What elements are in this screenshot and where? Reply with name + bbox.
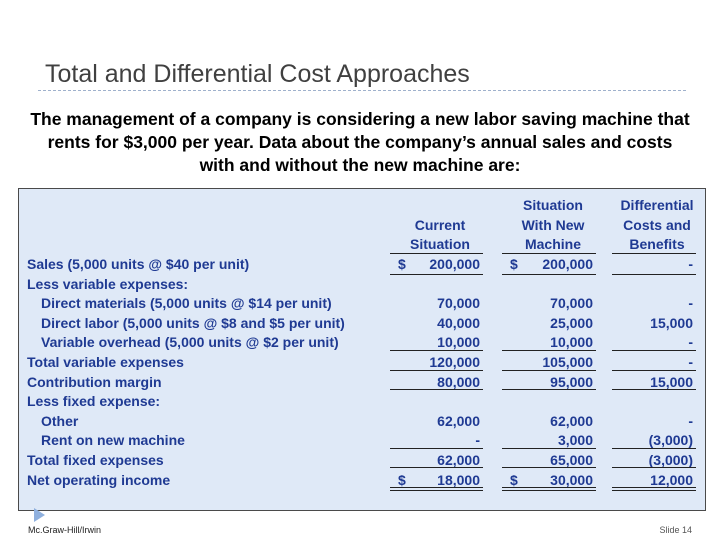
- table-cell-diff: 15,000: [650, 314, 693, 331]
- column-header-current: Situation: [410, 236, 470, 252]
- total-underline: [390, 274, 483, 275]
- table-cell-diff: -: [688, 295, 693, 312]
- table-cell-diff: 15,000: [650, 373, 693, 390]
- column-header-diff: Differential: [620, 197, 694, 213]
- row-label: Sales (5,000 units @ $40 per unit): [27, 256, 250, 272]
- total-underline: [390, 467, 483, 468]
- publisher-footer: Mc.Graw-Hill/Irwin: [28, 525, 101, 535]
- table-cell-new: 30,000: [550, 471, 593, 488]
- total-underline: [502, 274, 596, 275]
- column-header-diff: Costs and: [623, 217, 691, 233]
- table-cell-current: 70,000: [437, 295, 480, 312]
- table-cell-current: -: [475, 432, 480, 449]
- total-underline: [502, 350, 596, 351]
- table-cell-new: 3,000: [557, 432, 593, 449]
- total-underline: [612, 389, 696, 390]
- slide-bullet-arrow-icon: [34, 508, 45, 522]
- column-header-new: Machine: [524, 236, 581, 252]
- table-cell-new: 70,000: [550, 295, 593, 312]
- row-label: Total fixed expenses: [27, 452, 164, 468]
- slide-number: Slide 14: [659, 525, 692, 535]
- table-cell-new: 65,000: [550, 452, 593, 468]
- column-header-new: Situation: [523, 197, 583, 213]
- total-underline: [612, 490, 696, 491]
- title-divider: [38, 90, 686, 91]
- row-label: Other: [41, 412, 79, 429]
- dollar-sign: $: [510, 256, 518, 272]
- table-cell-current: 62,000: [437, 412, 480, 429]
- total-underline: [612, 370, 696, 371]
- total-underline: [390, 487, 483, 488]
- row-label: Rent on new machine: [41, 432, 185, 449]
- row-label: Net operating income: [27, 471, 171, 488]
- table-cell-new: 200,000: [542, 256, 593, 272]
- table-cell-current: 40,000: [437, 314, 480, 331]
- row-label: Variable overhead (5,000 units @ $2 per unit): [41, 334, 339, 351]
- table-cell-current: 120,000: [429, 354, 480, 370]
- total-underline: [390, 448, 483, 449]
- total-underline: [390, 350, 483, 351]
- table-cell-new: 95,000: [550, 373, 593, 390]
- column-header-diff: Benefits: [629, 236, 685, 252]
- table-cell-diff: (3,000): [648, 432, 693, 449]
- total-underline: [502, 487, 596, 488]
- total-underline: [612, 350, 696, 351]
- table-cell-current: 200,000: [429, 256, 480, 272]
- row-label: Direct labor (5,000 units @ $8 and $5 per unit): [41, 314, 345, 331]
- table-cell-diff: -: [688, 256, 693, 272]
- total-underline: [390, 490, 483, 491]
- table-cell-new: 25,000: [550, 314, 593, 331]
- total-underline: [390, 370, 483, 371]
- total-underline: [502, 448, 596, 449]
- header-underline: [502, 253, 596, 254]
- header-underline: [390, 253, 483, 254]
- row-label: Less fixed expense:: [27, 393, 161, 410]
- slide-title: Total and Differential Cost Approaches: [45, 60, 470, 88]
- table-cell-diff: (3,000): [648, 452, 693, 468]
- total-underline: [502, 490, 596, 491]
- total-underline: [612, 274, 696, 275]
- dollar-sign: $: [510, 471, 518, 488]
- dollar-sign: $: [398, 256, 406, 272]
- total-underline: [612, 467, 696, 468]
- total-underline: [502, 389, 596, 390]
- row-label: Less variable expenses:: [27, 275, 189, 292]
- column-header-new: With New: [521, 217, 585, 233]
- table-cell-current: 62,000: [437, 452, 480, 468]
- row-label: Contribution margin: [27, 373, 162, 390]
- table-cell-new: 10,000: [550, 334, 593, 351]
- dollar-sign: $: [398, 471, 406, 488]
- table-cell-new: 62,000: [550, 412, 593, 429]
- total-underline: [502, 467, 596, 468]
- total-underline: [612, 448, 696, 449]
- header-underline: [612, 253, 696, 254]
- table-cell-current: 18,000: [437, 471, 480, 488]
- column-header-current: Current: [414, 217, 466, 233]
- table-cell-current: 10,000: [437, 334, 480, 351]
- total-underline: [390, 389, 483, 390]
- table-cell-diff: -: [688, 334, 693, 351]
- table-cell-current: 80,000: [437, 373, 480, 390]
- intro-text: The management of a company is considering a new labor saving machine that rents for $3,000 per year. Data about the company’s annual sales and costs with and without the new machine are:: [30, 109, 690, 175]
- table-cell-diff: 12,000: [650, 471, 693, 488]
- table-cell-diff: -: [688, 354, 693, 370]
- table-cell-new: 105,000: [542, 354, 593, 370]
- total-underline: [612, 487, 696, 488]
- total-underline: [502, 370, 596, 371]
- table-cell-diff: -: [688, 412, 693, 429]
- row-label: Total variable expenses: [27, 354, 184, 370]
- row-label: Direct materials (5,000 units @ $14 per unit): [41, 295, 332, 312]
